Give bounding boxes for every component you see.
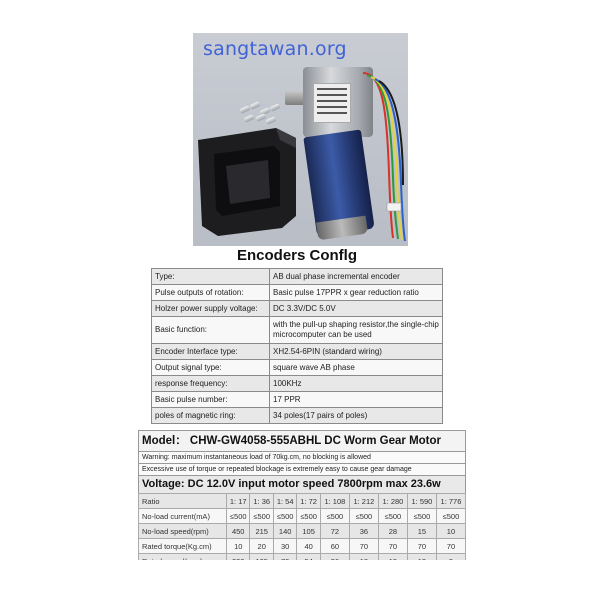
spec-cell: ≤500 xyxy=(349,509,378,524)
encoders-table xyxy=(151,268,443,424)
spec-cell: 450 xyxy=(227,524,250,539)
encoder-label: Pulse outputs of rotation: xyxy=(152,285,270,301)
spec-cell: 15 xyxy=(407,524,436,539)
spec-cell: 70 xyxy=(436,539,465,554)
encoder-value: 17 PPR xyxy=(270,392,443,408)
spec-row-label: Rated torque(Kg.cm) xyxy=(139,539,227,554)
spec-cell: 70 xyxy=(378,539,407,554)
encoder-label: Basic function: xyxy=(152,317,270,344)
encoder-label: Output signal type: xyxy=(152,360,270,376)
encoder-value: Basic pulse 17PPR x gear reduction ratio xyxy=(270,285,443,301)
spec-cell: 10 xyxy=(227,539,250,554)
encoder-value: DC 3.3V/DC 5.0V xyxy=(270,301,443,317)
table-row xyxy=(152,285,443,301)
spec-cell: 40 xyxy=(297,539,320,554)
encoder-value: XH2.54-6PIN (standard wiring) xyxy=(270,344,443,360)
spec-cell: 105 xyxy=(297,524,320,539)
screws-image xyxy=(238,101,284,127)
spec-row-label: No-load current(mA) xyxy=(139,509,227,524)
table-row xyxy=(152,376,443,392)
encoder-value: with the pull-up shaping resistor,the single-chip microcomputer can be used xyxy=(270,317,443,344)
encoders-title: Encoders Conflg xyxy=(236,247,357,264)
encoder-value: square wave AB phase xyxy=(270,360,443,376)
table-row xyxy=(139,539,466,554)
spec-cell: 1: 72 xyxy=(297,494,320,509)
table-row xyxy=(152,301,443,317)
spec-cell: 72 xyxy=(320,524,349,539)
warning-load: Warning: maximum instantaneous load of 70kg.cm, no blocking is allowed xyxy=(138,451,466,463)
encoder-label: poles of magnetic ring: xyxy=(152,408,270,424)
spec-cell: 70 xyxy=(349,539,378,554)
spec-cell: 36 xyxy=(349,524,378,539)
motor-spec-sheet xyxy=(138,430,466,569)
voltage-line: Voltage: DC 12.0V input motor speed 7800rpm max 23.6w xyxy=(138,475,466,493)
table-row xyxy=(152,344,443,360)
page-bottom xyxy=(138,560,468,600)
spec-cell: 70 xyxy=(407,539,436,554)
spec-cell: 60 xyxy=(320,539,349,554)
model-title: Model： CHW-GW4058-555ABHL DC Worm Gear Motor xyxy=(138,430,466,451)
spec-cell: 1: 776 xyxy=(436,494,465,509)
spec-cell: ≤500 xyxy=(297,509,320,524)
spec-row-label: No-load speed(rpm) xyxy=(139,524,227,539)
product-photo xyxy=(193,33,408,246)
spec-cell: ≤500 xyxy=(436,509,465,524)
spec-cell: 1: 108 xyxy=(320,494,349,509)
encoder-value: AB dual phase incremental encoder xyxy=(270,269,443,285)
spec-cell: 1: 54 xyxy=(273,494,296,509)
encoder-value: 100KHz xyxy=(270,376,443,392)
spec-cell: 10 xyxy=(436,524,465,539)
table-row xyxy=(152,360,443,376)
table-row xyxy=(139,509,466,524)
encoder-label: response frequency: xyxy=(152,376,270,392)
table-row xyxy=(152,269,443,285)
table-row xyxy=(152,408,443,424)
encoder-label: Encoder Interface type: xyxy=(152,344,270,360)
spec-cell: 1: 280 xyxy=(378,494,407,509)
spec-table xyxy=(138,493,466,569)
spec-cell: ≤500 xyxy=(407,509,436,524)
gearbox-label-image xyxy=(313,83,351,123)
spec-cell: ≤500 xyxy=(273,509,296,524)
spec-cell: 215 xyxy=(250,524,273,539)
mounting-bracket-image xyxy=(196,128,304,238)
spec-cell: ≤500 xyxy=(227,509,250,524)
spec-cell: 30 xyxy=(273,539,296,554)
encoder-wires-image xyxy=(353,53,408,243)
encoder-label: Basic pulse number: xyxy=(152,392,270,408)
encoder-label: Type: xyxy=(152,269,270,285)
warning-torque: Excessive use of torque or repeated blockage is extremely easy to cause gear damage xyxy=(138,463,466,475)
spec-cell: 20 xyxy=(250,539,273,554)
spec-cell: 1: 17 xyxy=(227,494,250,509)
spec-cell: ≤500 xyxy=(250,509,273,524)
table-row xyxy=(139,494,466,509)
encoder-label: Holzer power supply voltage: xyxy=(152,301,270,317)
table-row xyxy=(139,524,466,539)
spec-cell: 1: 36 xyxy=(250,494,273,509)
spec-cell: 28 xyxy=(378,524,407,539)
spec-row-label: Ratio xyxy=(139,494,227,509)
table-row xyxy=(152,317,443,344)
spec-cell: 140 xyxy=(273,524,296,539)
spec-cell: 1: 590 xyxy=(407,494,436,509)
watermark: sangtawan.org xyxy=(203,38,347,60)
table-row xyxy=(152,392,443,408)
spec-cell: ≤500 xyxy=(320,509,349,524)
spec-cell: 1: 212 xyxy=(349,494,378,509)
spec-cell: ≤500 xyxy=(378,509,407,524)
encoder-value: 34 poles(17 pairs of poles) xyxy=(270,408,443,424)
